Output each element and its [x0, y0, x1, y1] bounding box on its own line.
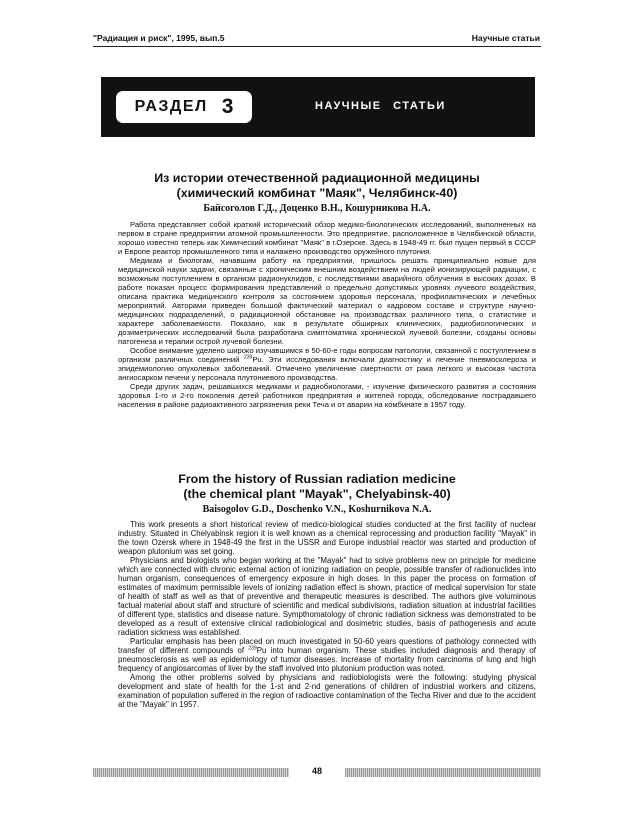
english-title-line1: From the history of Russian radiation medicine — [178, 472, 456, 486]
section-label-box — [116, 91, 252, 123]
english-title — [93, 472, 541, 502]
section-banner — [101, 77, 535, 137]
section-number: 3 — [221, 95, 234, 118]
russian-paragraph-2: Медикам и биологам, начавшим работу на предприятии, пришлось решать принципиально новые для медицинской науки задачи, связанные с хроническим внешним воздействием на людей ионизирующей радиации, с возможным поступлением в организм радионуклидов, с последствиями аварийного облучения в высоких дозах. В работе показан процесс формирования представлений о предельно допустимых уровнях лучевого воздействия, описана практика медицинского контроля за состоянием здоровья персонала, профилактических и лечебных мероприятий. Авторами приведен большой фактический материал о кадровом составе и структуре научно-медицинских подразделений, о радиационной обстановке на производствах различного типа, о статистике и характере заболеваемости. Показано, как в результате обширных клинических, радиобиологических и дозиметрических исследований была разработана симптоматика хронической лучевой болезни, созданы основы патогенеза и терапии острой лучевой болезни. — [118, 256, 536, 346]
footer-bar-left — [93, 768, 289, 777]
russian-paragraph-3 — [118, 346, 536, 382]
russian-p3-superscript: 239 — [243, 354, 253, 361]
english-paragraph-1: This work presents a short historical review of medico-biological studies conducted at the first facility of nuclear industry. Situated in Chelyabinsk region it is well known as a chemical reprocessing and production facility "Mayak" in the town Ozersk where in 1948-49 the first in the USSR and Europe industrial reactor was started and production of weapon plutonium was set going. — [118, 520, 536, 556]
english-paragraph-4: Among the other problems solved by physicians and radiobiologists were the following: studying physical development and state of health for the 1-st and 2-nd generations of children of industrial workers and citizens, examination of population suffered in the region of radioactive contamination of the Techa River and due to the accident at the "Mayak" in 1957. — [118, 673, 536, 709]
russian-title — [93, 171, 541, 201]
russian-p3-text: Особое внимание уделено широко изучавшимся в 50-60-е годы вопросам патологии, связанной с поступлением в организм различных соединений — [118, 346, 536, 364]
header-rule — [93, 46, 541, 47]
english-paragraph-3 — [118, 637, 536, 673]
russian-authors: Байсоголов Г.Д., Доценко В.Н., Кошурникова Н.А. — [203, 203, 431, 214]
english-p3-text-end: Pu into human organism. These studies included diagnosis and therapy of pneumosclerosis as well as epidemiology of tumor diseases. Increase of mortality from carcinoma of lung and high frequency of angiosarcomas of liver by the staff involved into plutonium production was noted. — [118, 646, 536, 673]
russian-p3-text-end: Pu. Эти исследования включали диагностику и лечение пневмосклероза и эпидемиологию опухолевых заболеваний. Отмечено увеличение смертности от рака легкого и высокая частота ангиосарком печени у персонала плутониевого производства. — [118, 355, 536, 382]
english-abstract — [118, 520, 536, 709]
footer-bar-right — [345, 768, 541, 777]
page-number: 48 — [311, 766, 322, 776]
russian-paragraph-4: Среди других задач, решавшихся медиками и радиобиологами, - изучение физического развития и состояния здоровья 1-го и 2-го поколения детей работников предприятия и жителей города, обследование пострадавшего населения в районе радиоактивного загрязнения реки Теча и от аварии на комбинате в 1957 году. — [118, 382, 536, 409]
english-authors: Baisogolov G.D., Doschenko V.N., Koshurnikova N.A. — [202, 504, 432, 515]
english-p3-text: Particular emphasis has been placed on much investigated in 50-60 years questions of pathology connected with transfer of different compounds of — [118, 637, 536, 655]
running-header-journal: "Радиация и риск", 1995, вып.5 — [93, 33, 225, 43]
russian-abstract — [118, 220, 536, 409]
running-header-section: Научные статьи — [471, 33, 540, 43]
english-title-line2: (the chemical plant "Mayak", Chelyabinsk-40) — [183, 487, 451, 501]
section-word: РАЗДЕЛ — [134, 98, 208, 115]
russian-paragraph-1: Работа представляет собой краткий исторический обзор медико-биологических исследований, выполненных на первом в стране предприятии атомной промышленности. Это предприятие, расположенное в Челябинской области, хорошо известно теперь как Химический комбинат "Маяк" в г.Озерске. Здесь в 1948-49 гг. был пущен первый в СССР и Европе реактор промышленного типа и налажено производство оружейного плутония. — [118, 220, 536, 256]
russian-title-line1: Из истории отечественной радиационной медицины — [154, 171, 480, 185]
english-paragraph-2: Physicians and biologists who began working at the "Mayak" had to solve problems new on principle for medicine which are connected with chronic external action of ionizing radiation on people, possible transfer of radionuclides into human organism, consequences of emergency exposure in high doses. In this paper the process on formation of estimates of maximum permissible levels of ionizing radiation effect is shown, practice of medical supervision for state of health of staff as well as that of preventive and therapeutic measures is described. The authors give voluminous factual material about staff and structure of scientific and medical subdivisions, radiation situation at industrial facilities of different type, statistics and disease nature. Sympthomatology of chronic radiation sickness was demonstrated to be developed as a result of extensive clinical radiobiological and dosimetric studies, basis of pathogenesis and acute radiation sickness was established. — [118, 556, 536, 637]
section-title: НАУЧНЫЕ СТАТЬИ — [315, 100, 446, 112]
russian-title-line2: (химический комбинат "Маяк", Челябинск-40) — [176, 186, 458, 200]
english-p3-superscript: 239 — [248, 645, 257, 652]
